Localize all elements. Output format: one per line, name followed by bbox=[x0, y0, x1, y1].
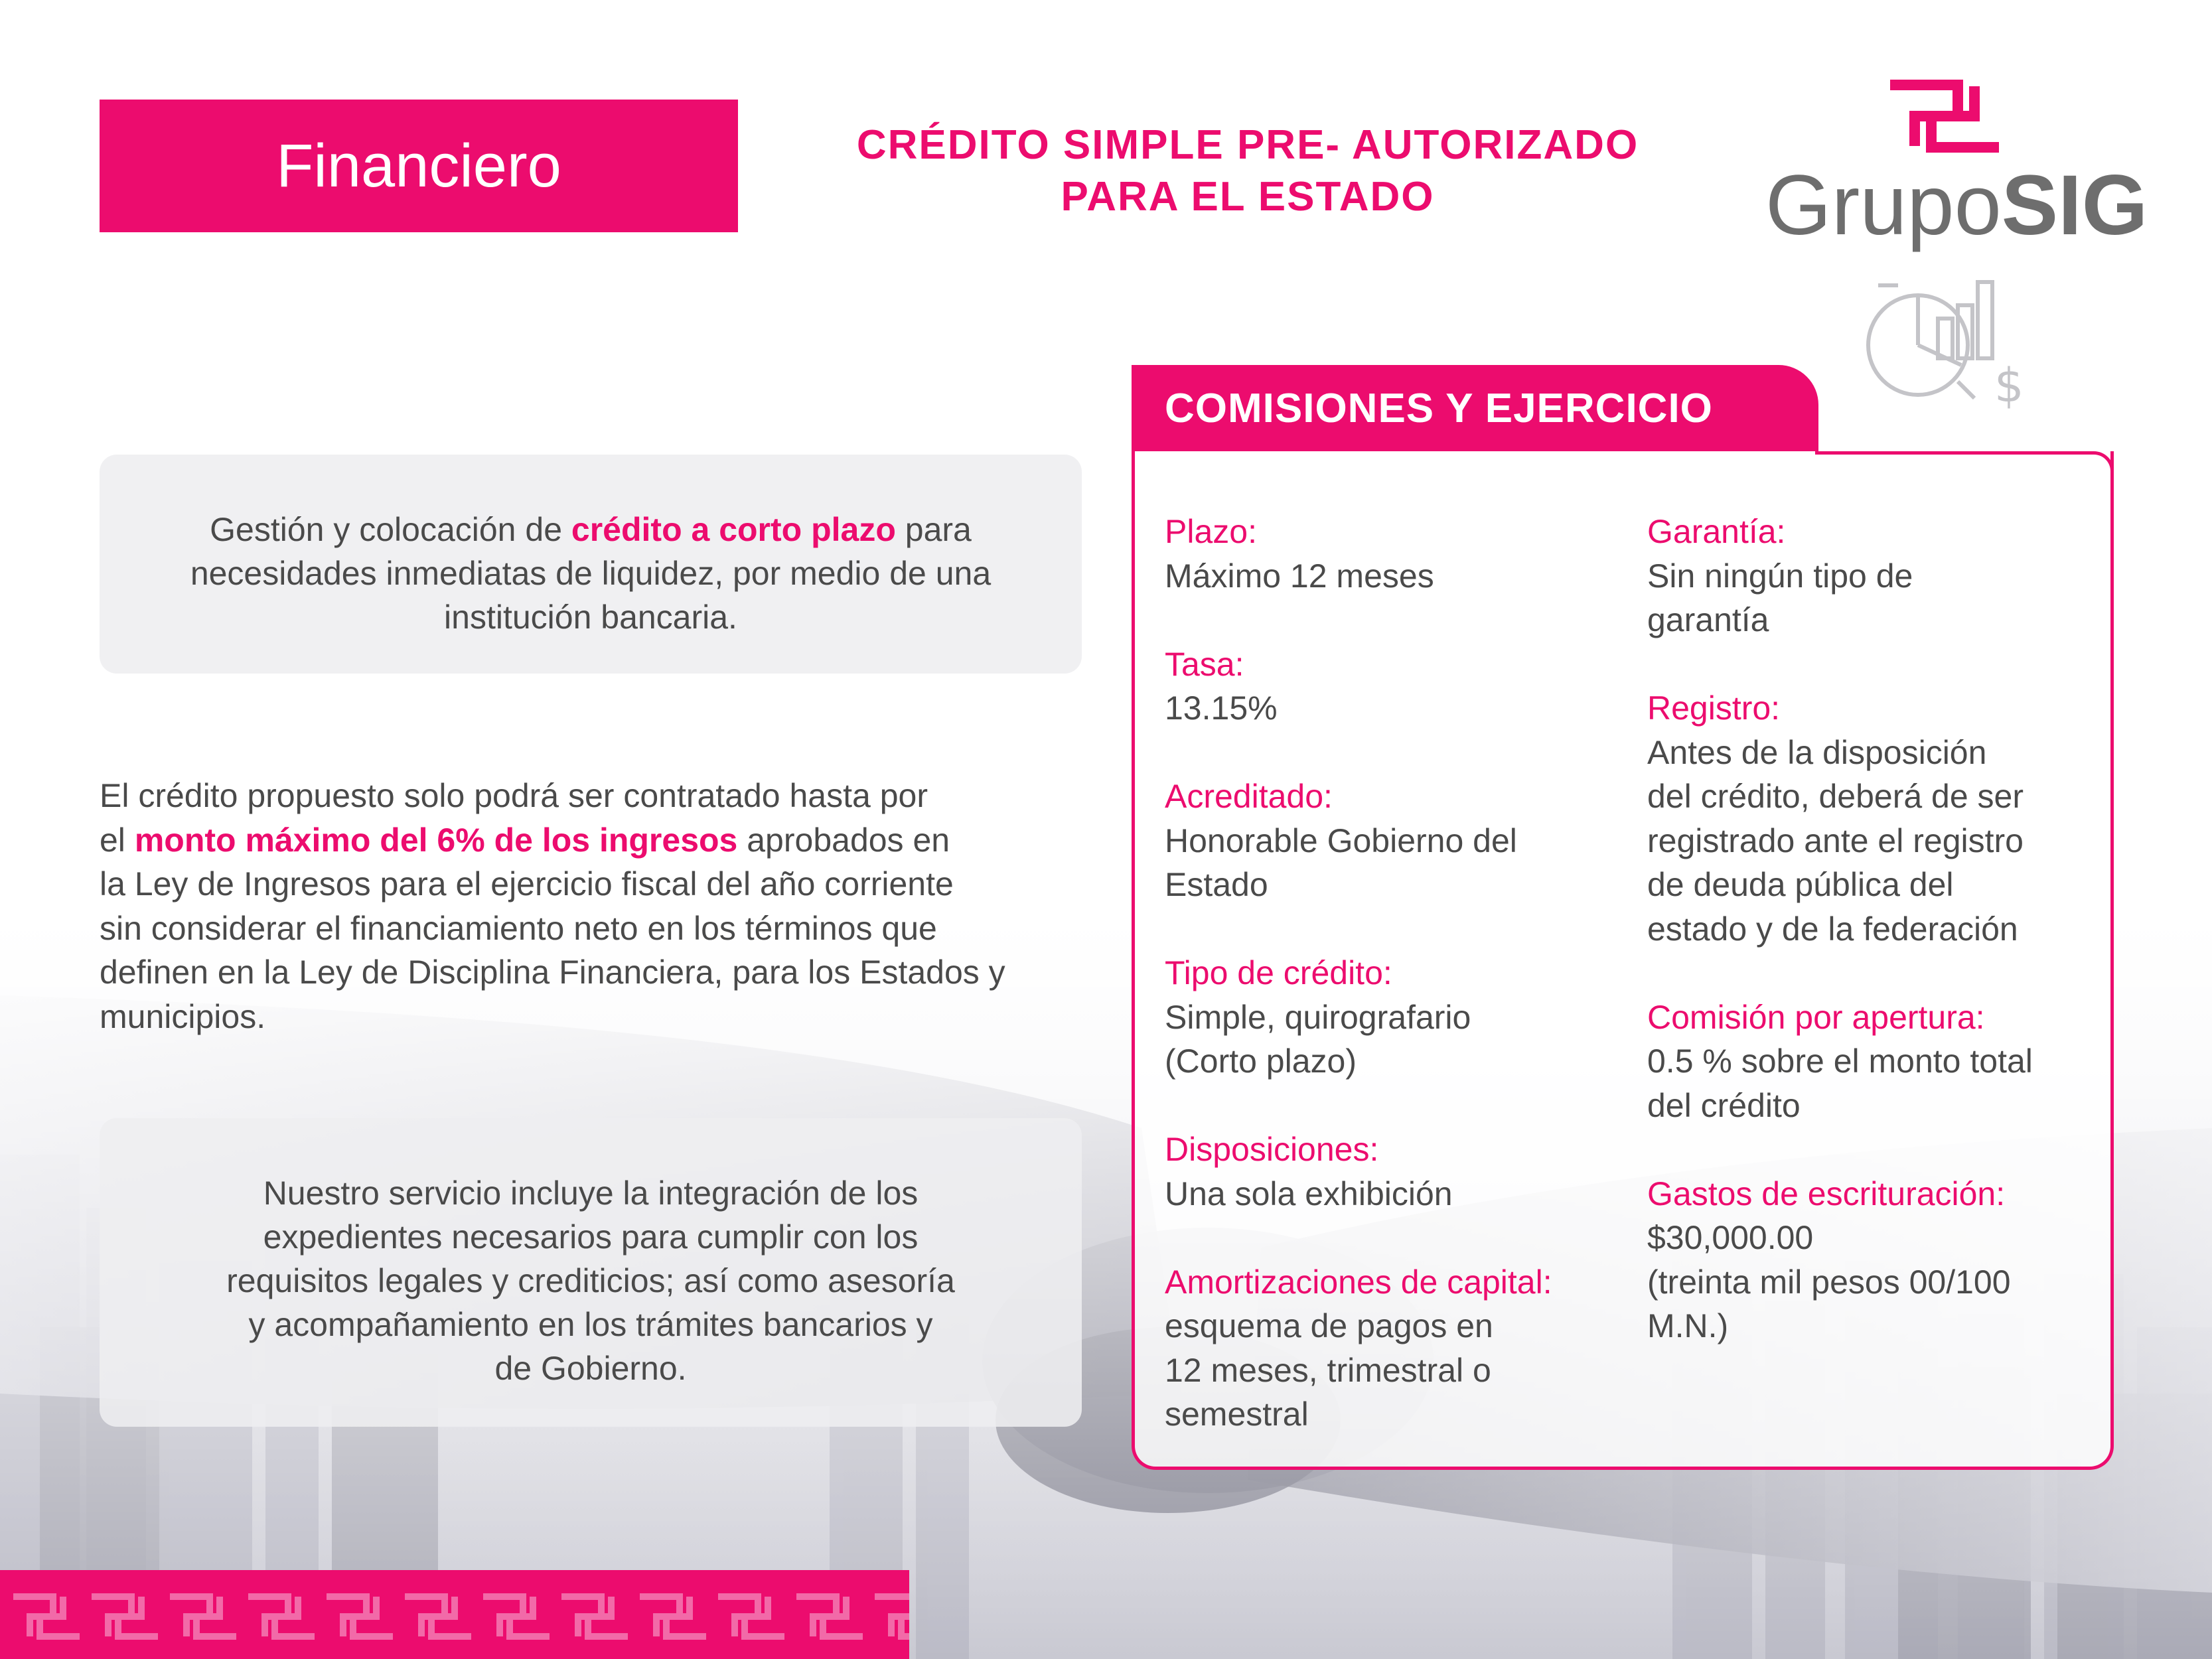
terms-left-column bbox=[1165, 510, 1629, 1480]
terms-panel-heading bbox=[1132, 365, 1818, 451]
term-tipo-credito bbox=[1165, 951, 1629, 1084]
term-comision-apertura bbox=[1647, 995, 2105, 1128]
term-value: del crédito, deberá de ser bbox=[1647, 778, 2024, 815]
body-line-4: sin considerar el financiamiento neto en los términos que bbox=[100, 909, 937, 947]
body-line-2-before: el bbox=[100, 821, 135, 859]
term-label: Amortizaciones de capital: bbox=[1165, 1263, 1552, 1301]
term-value: semestral bbox=[1165, 1396, 1309, 1433]
term-value: (treinta mil pesos 00/100 bbox=[1647, 1263, 2011, 1301]
svg-text:$: $ bbox=[1994, 358, 2024, 411]
logo-text-bold: SIG bbox=[2001, 158, 2148, 253]
term-label: Disposiciones: bbox=[1165, 1131, 1379, 1168]
term-label: Comisión por apertura: bbox=[1647, 998, 1985, 1036]
term-value: M.N.) bbox=[1647, 1307, 1729, 1344]
body-line-1: El crédito propuesto solo podrá ser contratado hasta por bbox=[100, 777, 928, 814]
body-highlight: monto máximo del 6% de los ingresos bbox=[134, 821, 738, 859]
term-label: Tasa: bbox=[1165, 645, 1244, 683]
body-paragraph bbox=[100, 774, 1095, 1039]
term-value: Sin ningún tipo de bbox=[1647, 557, 1913, 595]
term-amortizaciones bbox=[1165, 1260, 1629, 1437]
term-value: estado y de la federación bbox=[1647, 910, 2018, 948]
intro-card bbox=[100, 455, 1082, 674]
term-value: Antes de la disposición bbox=[1647, 733, 1987, 771]
term-value: registrado ante el registro bbox=[1647, 822, 2024, 859]
service-line-4: y acompañamiento en los trámites bancarios y bbox=[248, 1306, 933, 1343]
body-line-5: definen en la Ley de Disciplina Financiera, para los Estados y bbox=[100, 954, 1005, 991]
title-line-1: CRÉDITO SIMPLE PRE- AUTORIZADO bbox=[856, 122, 1639, 168]
company-logo bbox=[1765, 159, 2148, 252]
term-value: garantía bbox=[1647, 601, 1769, 638]
term-value: del crédito bbox=[1647, 1086, 1801, 1124]
term-value: Honorable Gobierno del bbox=[1165, 822, 1517, 859]
term-value: Simple, quirografario bbox=[1165, 998, 1471, 1036]
logo-text-regular: Grupo bbox=[1765, 158, 2002, 253]
term-garantia bbox=[1647, 510, 2105, 642]
category-label: Financiero bbox=[276, 131, 561, 200]
term-value: $30,000.00 bbox=[1647, 1219, 1814, 1256]
term-label: Tipo de crédito: bbox=[1165, 954, 1392, 991]
term-value: esquema de pagos en bbox=[1165, 1307, 1493, 1344]
term-value: Máximo 12 meses bbox=[1165, 557, 1434, 595]
service-line-3: requisitos legales y crediticios; así como asesoría bbox=[226, 1262, 955, 1299]
term-tasa bbox=[1165, 642, 1629, 731]
terms-right-column bbox=[1647, 510, 2105, 1392]
body-line-2-after: aprobados en bbox=[737, 821, 950, 859]
body-line-6: municipios. bbox=[100, 997, 266, 1035]
term-value: 13.15% bbox=[1165, 689, 1278, 727]
title-line-2: PARA EL ESTADO bbox=[1061, 174, 1435, 220]
term-label: Gastos de escrituración: bbox=[1647, 1175, 2006, 1212]
term-acreditado bbox=[1165, 774, 1629, 907]
term-label: Plazo: bbox=[1165, 513, 1257, 550]
service-line-5: de Gobierno. bbox=[494, 1350, 687, 1387]
intro-text-before: Gestión y colocación de bbox=[210, 511, 571, 548]
term-value: Una sola exhibición bbox=[1165, 1175, 1453, 1212]
term-value: (Corto plazo) bbox=[1165, 1043, 1357, 1080]
term-value: Estado bbox=[1165, 866, 1268, 903]
chart-dollar-icon bbox=[1858, 272, 2031, 411]
category-banner bbox=[100, 100, 738, 232]
document-title bbox=[783, 119, 1712, 223]
interlocked-squares-icon bbox=[1885, 80, 2004, 153]
intro-text-after: para necesidades inmediatas de liquidez, por medio de una institución bancaria. bbox=[190, 511, 992, 636]
term-gastos-escrituracion bbox=[1647, 1172, 2105, 1348]
term-label: Acreditado: bbox=[1165, 778, 1333, 815]
term-value: de deuda pública del bbox=[1647, 866, 1954, 903]
term-disposiciones bbox=[1165, 1127, 1629, 1216]
term-registro bbox=[1647, 686, 2105, 951]
term-label: Registro: bbox=[1647, 689, 1781, 727]
body-line-3: la Ley de Ingresos para el ejercicio fiscal del año corriente bbox=[100, 865, 954, 902]
term-value: 12 meses, trimestral o bbox=[1165, 1351, 1491, 1389]
term-value: 0.5 % sobre el monto total bbox=[1647, 1043, 2033, 1080]
intro-highlight: crédito a corto plazo bbox=[571, 511, 896, 548]
service-line-2: expedientes necesarios para cumplir con los bbox=[263, 1218, 919, 1256]
decorative-pattern-band bbox=[0, 1570, 909, 1659]
service-line-1: Nuestro servicio incluye la integración de los bbox=[263, 1175, 919, 1212]
terms-panel-top-border bbox=[1815, 451, 2114, 482]
service-card bbox=[100, 1118, 1082, 1427]
term-plazo bbox=[1165, 510, 1629, 598]
body-line-2 bbox=[100, 818, 1095, 863]
term-label: Garantía: bbox=[1647, 513, 1786, 550]
terms-heading-label: COMISIONES Y EJERCICIO bbox=[1165, 385, 1713, 431]
